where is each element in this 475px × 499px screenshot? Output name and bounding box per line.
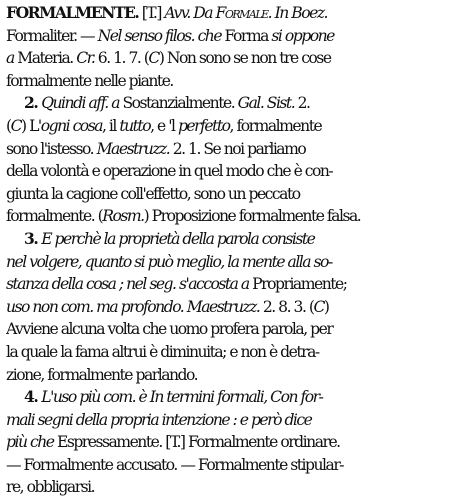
italic-text: Gal. Sist. — [237, 94, 295, 113]
entry-line — [6, 47, 472, 70]
italic-text: In Boez. — [271, 4, 327, 22]
text-run: , e 'l — [150, 116, 178, 135]
entry-text — [6, 2, 472, 499]
italic-text: Avv. Da — [164, 4, 216, 22]
entry-line — [6, 296, 472, 319]
entry-line — [6, 138, 472, 161]
italic-text: stanza della cosa ; nel seg. s'accosta a — [6, 275, 253, 294]
entry-line — [6, 409, 472, 432]
text-run: della volontà e operazione in quel modo che è con- — [6, 162, 333, 181]
sense-number: 3. — [24, 228, 42, 248]
sense-number: 2. — [24, 93, 42, 113]
italic-text: Rosm. — [102, 207, 144, 226]
text-run: la quale la fama altrui è diminuita; e non è detra- — [6, 342, 319, 361]
text-run: zione, formalmente parlando. — [6, 365, 198, 384]
italic-text: Maestruzz. — [186, 297, 260, 316]
text-run: , il — [102, 116, 120, 135]
entry-line — [6, 476, 472, 499]
text-run: formalmente nelle piante. — [6, 71, 173, 90]
italic-text: C — [148, 49, 159, 68]
text-run: ) Non sono se non tre cose — [158, 49, 331, 68]
italic-text: Maestruzz. — [96, 139, 170, 158]
text-run: Espressamente. [T.] Formalmente ordinare. — [56, 433, 340, 452]
italic-text: tutto — [119, 116, 151, 135]
italic-text: Quindi aff. a — [41, 94, 123, 113]
italic-text: perfetto — [177, 116, 230, 135]
italic-text: Cr. — [76, 49, 95, 68]
entry-line — [6, 183, 472, 206]
entry-line — [6, 273, 472, 296]
italic-text: E perchè la proprietà della parola consiste — [41, 229, 315, 248]
text-run: ) — [323, 297, 329, 316]
text-run: Formaliter. — — [6, 26, 98, 45]
italic-text: uso non com. ma profondo. — [6, 297, 187, 316]
italic-text: C — [313, 297, 324, 316]
text-run: Avviene alcuna volta che uomo profera parola, per — [6, 320, 333, 339]
entry-line — [6, 318, 472, 341]
text-run: ( — [6, 116, 11, 135]
entry-line — [6, 228, 472, 251]
text-run: re, obbligarsi. — [6, 478, 95, 497]
sense-number: FORMALMENTE. — [6, 3, 139, 22]
text-run: Forma — [224, 26, 272, 45]
italic-text: a — [6, 49, 18, 68]
text-run: Materia. — [17, 49, 77, 68]
text-run: ) Proposizione formalmente falsa. — [143, 207, 361, 226]
entry-line — [6, 454, 472, 477]
entry-line — [6, 92, 472, 115]
entry-line — [6, 431, 472, 454]
text-run: [T.] — [138, 4, 165, 22]
italic-text: nel volgere, quanto si può meglio, la mente alla so- — [6, 252, 332, 271]
text-run: — Formalmente accusato. — Formalmente stipular- — [6, 455, 344, 474]
text-run: 2. — [294, 94, 310, 113]
text-run: formalmente. ( — [6, 207, 103, 226]
text-run: ) L' — [21, 116, 41, 135]
entry-line — [6, 341, 472, 364]
italic-text: Nel senso filos. che — [97, 26, 225, 45]
entry-line — [6, 25, 472, 48]
text-run: giunta la cagione coll'effetto, sono un peccato — [6, 184, 300, 203]
text-run: , formalmente — [229, 116, 322, 135]
text-run: sono l'istesso. — [6, 139, 97, 158]
entry-line — [6, 70, 472, 93]
entry-line — [6, 115, 472, 138]
text-run: 2. 1. Se noi parliamo — [169, 139, 306, 158]
text-run: Sostanzialmente. — [122, 94, 238, 113]
text-run: 2. 8. 3. ( — [259, 297, 314, 316]
sense-number: 4. — [24, 387, 42, 407]
text-run: 6. 1. 7. ( — [94, 49, 149, 68]
text-run: Propriamente; — [252, 275, 347, 294]
italic-text: ogni cosa — [40, 116, 102, 135]
entry-line — [6, 251, 472, 274]
entry-line — [6, 386, 472, 409]
entry-line — [6, 205, 472, 228]
italic-text: si oppone — [271, 26, 334, 45]
italic-text: più che — [6, 433, 57, 452]
entry-line — [6, 2, 472, 25]
dictionary-entry — [6, 2, 472, 499]
italic-text: mali segni della propria intenzione : e però dice — [6, 410, 312, 429]
italic-text: C — [10, 116, 22, 135]
entry-line — [6, 364, 472, 387]
italic-text: L'uso più com. è In termini formali, Con for- — [41, 388, 323, 407]
italic-text: Formale. — [215, 4, 272, 22]
entry-line — [6, 160, 472, 183]
